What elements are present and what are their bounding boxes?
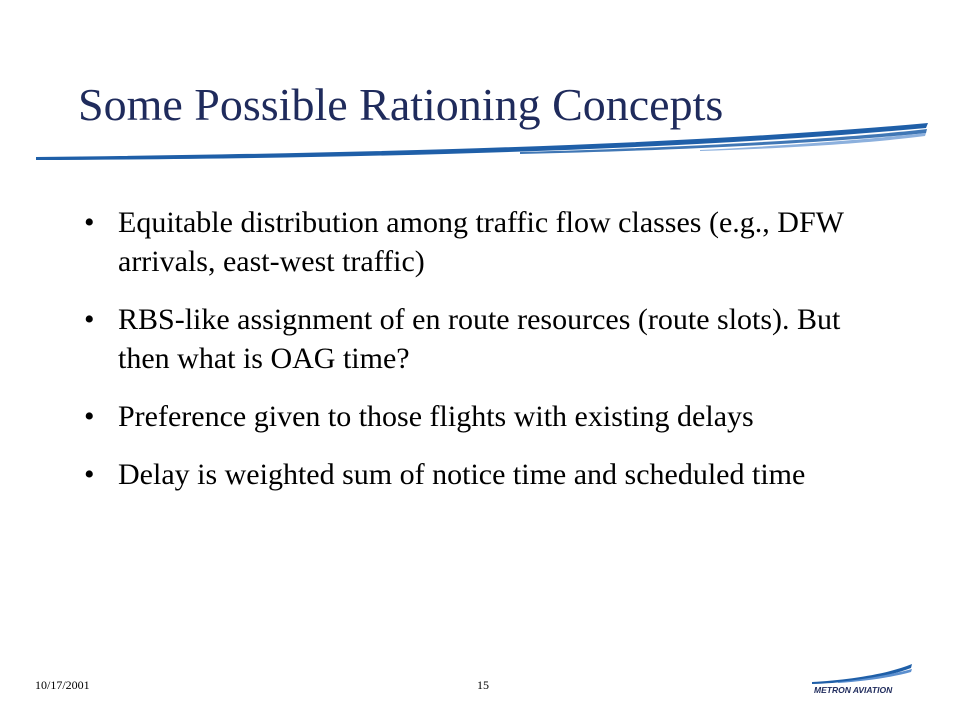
bullet-dot-icon: • bbox=[84, 458, 95, 491]
bullet-dot-icon: • bbox=[84, 206, 95, 239]
bullet-dot-icon: • bbox=[84, 303, 95, 336]
slide-title: Some Possible Rationing Concepts bbox=[78, 79, 724, 130]
bullet-text: Equitable distribution among traffic flow classes (e.g., DFW arrivals, east-west traffic) bbox=[118, 206, 844, 278]
bullet-text: Delay is weighted sum of notice time and scheduled time bbox=[118, 458, 806, 491]
page-number: 15 bbox=[477, 678, 489, 692]
bullet-text: RBS-like assignment of en route resources (route slots). But then what is OAG time? bbox=[118, 303, 841, 375]
bullet-text: Preference given to those flights with existing delays bbox=[118, 400, 754, 433]
bullet-item bbox=[84, 397, 884, 436]
bullet-item bbox=[84, 203, 884, 281]
bullet-list bbox=[84, 203, 884, 513]
bullet-item bbox=[84, 300, 884, 378]
metron-aviation-logo-icon bbox=[808, 660, 918, 696]
bullet-dot-icon: • bbox=[84, 400, 95, 433]
logo-text: METRON AVIATION bbox=[814, 685, 893, 695]
bullet-item bbox=[84, 455, 884, 494]
footer-date: 10/17/2001 bbox=[35, 678, 90, 692]
